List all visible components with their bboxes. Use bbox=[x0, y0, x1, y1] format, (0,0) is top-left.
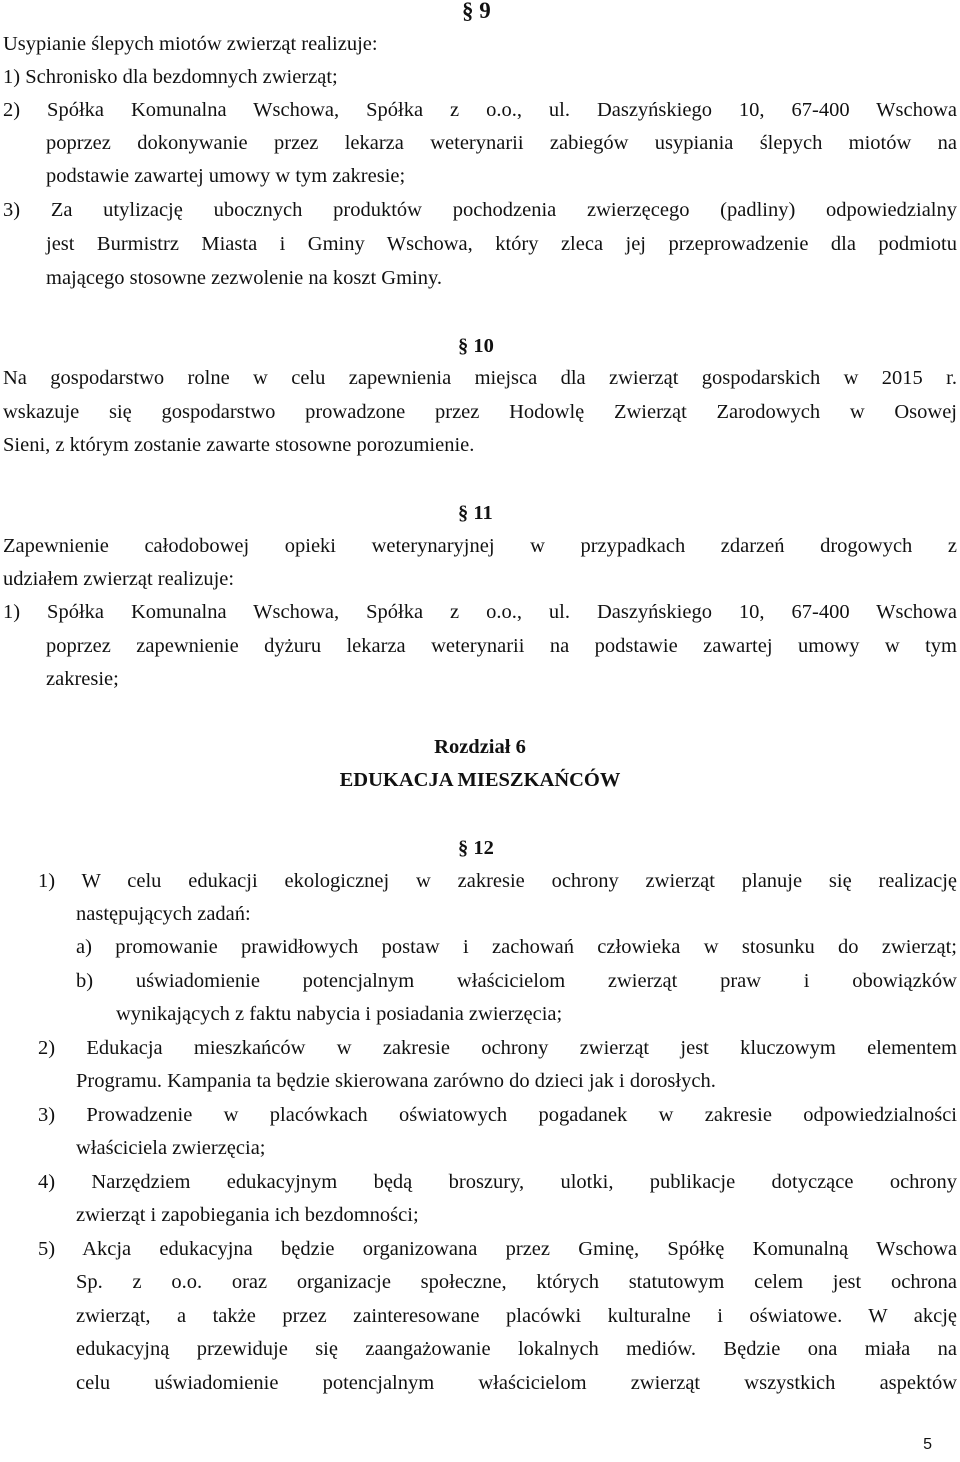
p12-line-13: zwierząt, a także przez zainteresowane placówki kulturalne i oświatowe. W akcję bbox=[76, 1305, 957, 1327]
p12-line-5: 2) Edukacja mieszkańców w zakresie ochrony zwierząt jest kluczowym elementem bbox=[38, 1037, 957, 1059]
p12-line-7: 3) Prowadzenie w placówkach oświatowych pogadanek w zakresie odpowiedzialności bbox=[38, 1104, 957, 1126]
p12-line-14: edukacyjną przewiduje się zaangażowanie lokalnych mediów. Będzie ona miała na bbox=[76, 1338, 957, 1360]
p9-line-3: poprzez dokonywanie przez lekarza weterynarii zabiegów usypiania ślepych miotów na bbox=[46, 132, 957, 154]
p11-line-0: Zapewnienie całodobowej opieki weterynaryjnej w przypadkach zdarzeń drogowych z bbox=[3, 535, 957, 557]
p9-line-1: 1) Schronisko dla bezdomnych zwierząt; bbox=[3, 66, 338, 88]
p12-line-15: celu uświadomienie potencjalnym właścicielom zwierząt wszystkich aspektów bbox=[76, 1372, 957, 1394]
chapter-number: Rozdział 6 bbox=[434, 736, 526, 758]
p12-line-1: następujących zadań: bbox=[76, 903, 251, 925]
p10-line-0: Na gospodarstwo rolne w celu zapewnienia miejsca dla zwierząt gospodarskich w 2015 r. bbox=[3, 367, 957, 389]
paragraph-sign-11: § 11 bbox=[458, 502, 493, 524]
chapter-title: EDUKACJA MIESZKAŃCÓW bbox=[339, 769, 621, 791]
p12-line-6: Programu. Kampania ta będzie skierowana zarówno do dzieci jak i dorosłych. bbox=[76, 1070, 716, 1092]
p11-line-4: zakresie; bbox=[46, 668, 119, 690]
p11-line-1: udziałem zwierząt realizuje: bbox=[3, 568, 235, 590]
p9-line-4: podstawie zawartej umowy w tym zakresie; bbox=[46, 165, 406, 187]
p12-line-8: właściciela zwierzęcia; bbox=[76, 1137, 266, 1159]
paragraph-sign-10: § 10 bbox=[458, 335, 494, 357]
paragraph-sign-12: § 12 bbox=[458, 837, 494, 859]
p9-line-6: jest Burmistrz Miasta i Gminy Wschowa, który zleca jej przeprowadzenie dla podmiotu bbox=[46, 233, 957, 255]
p9-line-5: 3) Za utylizację ubocznych produktów pochodzenia zwierzęcego (padliny) odpowiedzialny bbox=[3, 199, 957, 221]
paragraph-sign-9: § 9 bbox=[462, 0, 491, 23]
p12-line-10: zwierząt i zapobiegania ich bezdomności; bbox=[76, 1204, 419, 1226]
p12-line-9: 4) Narzędziem edukacyjnym będą broszury, ulotki, publikacje dotyczące ochrony bbox=[38, 1171, 957, 1193]
p12-line-4: wynikających z faktu nabycia i posiadania zwierzęcia; bbox=[116, 1003, 563, 1025]
p9-line-0: Usypianie ślepych miotów zwierząt realizuje: bbox=[3, 33, 378, 55]
p10-line-1: wskazuje się gospodarstwo prowadzone przez Hodowlę Zwierząt Zarodowych w Osowej bbox=[3, 401, 957, 423]
page-number: 5 bbox=[923, 1436, 932, 1453]
p12-line-12: Sp. z o.o. oraz organizacje społeczne, których statutowym celem jest ochrona bbox=[76, 1271, 957, 1293]
p12-line-11: 5) Akcja edukacyjna będzie organizowana przez Gminę, Spółkę Komunalną Wschowa bbox=[38, 1238, 957, 1260]
p9-line-7: mającego stosowne zezwolenie na koszt Gminy. bbox=[46, 267, 443, 289]
p10-line-2: Sieni, z którym zostanie zawarte stosowne porozumienie. bbox=[3, 434, 475, 456]
p12-line-3: b) uświadomienie potencjalnym właścicielom zwierząt praw i obowiązków bbox=[76, 970, 957, 992]
p11-line-3: poprzez zapewnienie dyżuru lekarza weterynarii na podstawie zawartej umowy w tym bbox=[46, 635, 957, 657]
p12-line-2: a) promowanie prawidłowych postaw i zachowań człowieka w stosunku do zwierząt; bbox=[76, 936, 957, 958]
p12-line-0: 1) W celu edukacji ekologicznej w zakresie ochrony zwierząt planuje się realizację bbox=[38, 870, 957, 892]
p11-line-2: 1) Spółka Komunalna Wschowa, Spółka z o.o., ul. Daszyńskiego 10, 67-400 Wschowa bbox=[3, 601, 957, 623]
p9-line-2: 2) Spółka Komunalna Wschowa, Spółka z o.o., ul. Daszyńskiego 10, 67-400 Wschowa bbox=[3, 99, 957, 121]
